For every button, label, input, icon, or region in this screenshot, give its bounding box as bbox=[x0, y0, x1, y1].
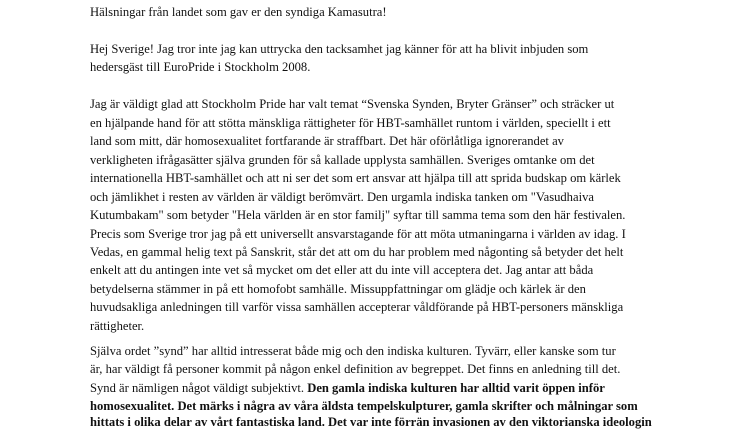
paragraph2-line: en hjälpande hand för att stötta mänskliga rättigheter för HBT-samhället runtom i världen, speciellt i ett bbox=[90, 115, 611, 130]
paragraph2-line: och jämlikhet i resten av världen är väldigt berömvärt. Den urgamla indiska tanken om "Vasudhaiva bbox=[90, 189, 594, 204]
paragraph3-normal-text: Synd är nämligen något väldigt subjektivt. bbox=[90, 380, 308, 395]
paragraph2-line: rättigheter. bbox=[90, 318, 145, 333]
paragraph3-line: är, har väldigt få personer kommit på någon enkel definition av begreppet. Det finns en anledning till det. bbox=[90, 362, 621, 377]
paragraph1-line: Hej Sverige! Jag tror inte jag kan uttrycka den tacksamhet jag känner för att ha blivit inbjuden som bbox=[90, 42, 589, 56]
paragraph2-line: Precis som Sverige tror jag på ett universellt ansvarstagande för att möta utmaningarna i världen av idag. I bbox=[90, 226, 626, 241]
paragraph3-line bbox=[90, 379, 605, 397]
paragraph2-line: betydelserna stämmer in på ett homofobt samhälle. Missuppfattningar om glädje och kärlek är den bbox=[90, 281, 586, 296]
paragraph2-line: Vedas, en gammal helig text på Sanskrit, står det att om du har problem med någonting så betyder det helt bbox=[90, 244, 624, 259]
paragraph2-line: land som mitt, där homosexualitet fortfarande är straffbart. Det här oförlåtliga ignorerandet av bbox=[90, 134, 564, 149]
paragraph3-bold-line: homosexualitet. Det märks i några av våra äldsta tempelskulpturer, gamla skrifter och målningar som bbox=[90, 399, 638, 414]
paragraph1-line: hedersgäst till EuroPride i Stockholm 2008. bbox=[90, 60, 311, 75]
paragraph2-line: enkelt att du antingen inte vet så mycket om det eller att du inte vill acceptera det. Jag antar att båda bbox=[90, 263, 594, 278]
paragraph2-line: verkligheten ifrågasätter själva grunden för så kallade upplysta samhällen. Sveriges omtanke om det bbox=[90, 152, 595, 167]
paragraph2-line: internationella HBT-samhället och att ni ser det som ert ansvar att hjälpa till att sprida budskap om kärlek bbox=[90, 171, 621, 186]
greeting-line: Hälsningar från landet som gav er den syndiga Kamasutra! bbox=[90, 5, 387, 19]
paragraph2-line: Kutumbakam" som betyder "Hela världen är en stor familj" syftar till samma tema som den här festivalen. bbox=[90, 208, 626, 223]
paragraph2-line: Jag är väldigt glad att Stockholm Pride har valt temat “Svenska Synden, Bryter Gränser” och sträcker ut bbox=[90, 97, 615, 112]
paragraph3-bold-text: Den gamla indiska kulturen har alltid varit öppen inför bbox=[307, 380, 605, 395]
paragraph2-line: huvudsakliga anledningen till varför vissa samhällen accepterar våldförande på HBT-personers mänskliga bbox=[90, 300, 624, 315]
paragraph3-line: Själva ordet ”synd” har alltid intresserat både mig och den indiska kulturen. Tyvärr, eller kanske som tur bbox=[90, 344, 616, 358]
paragraph3-bold-line-cut: hittats i olika delar av vårt fantastiska land. Det var inte förrän invasionen av den viktorianska ideologin bbox=[90, 414, 652, 429]
